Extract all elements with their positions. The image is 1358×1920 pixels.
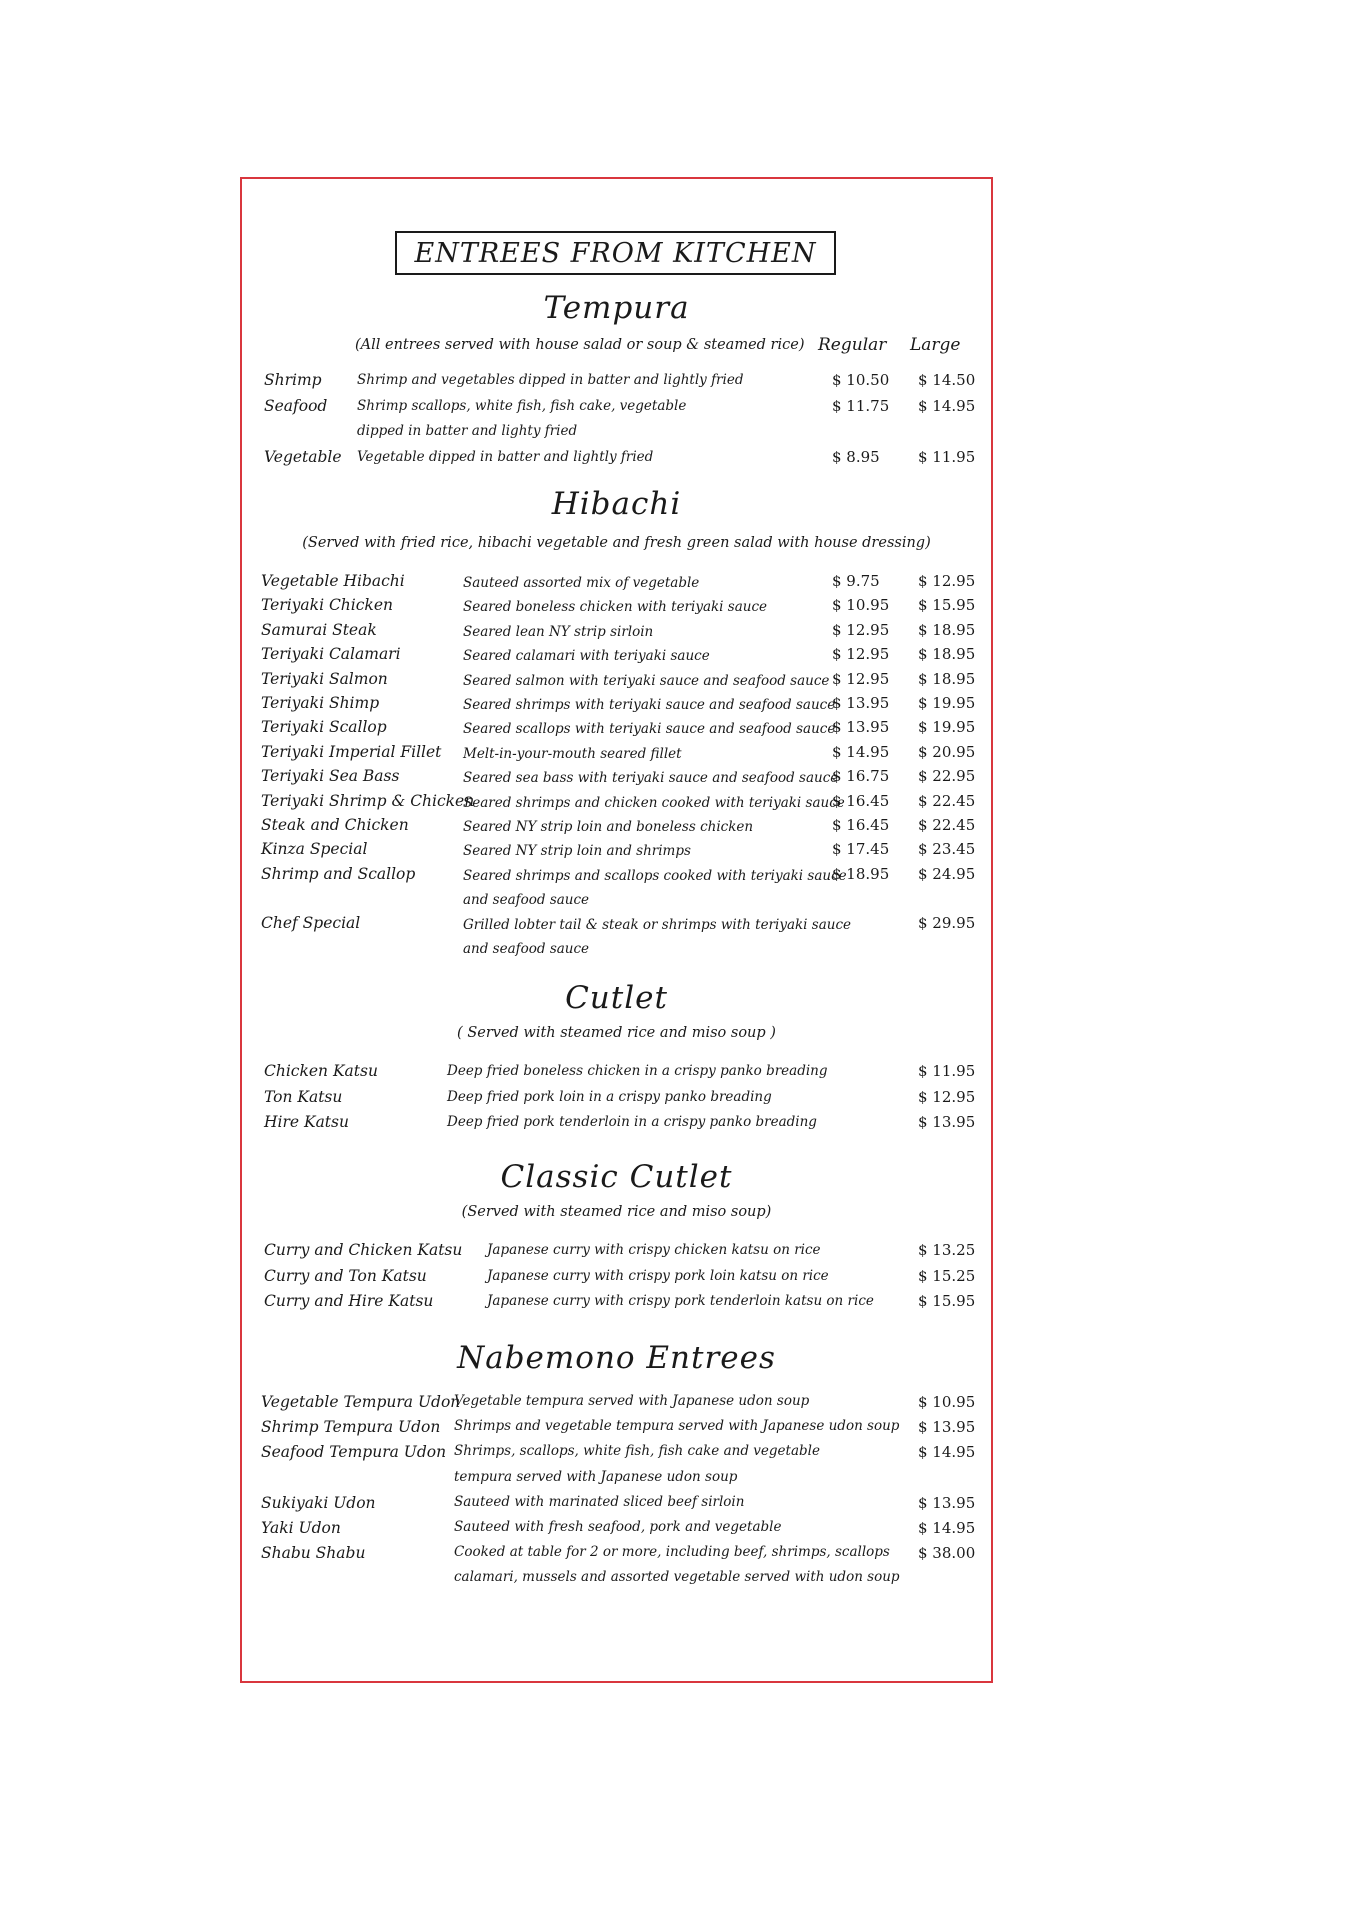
item-description: Seared sea bass with teriyaki sauce and seafood sauce (463, 770, 839, 787)
item-price-large: $ 23.45 (918, 840, 976, 859)
item-description: Deep fried boneless chicken in a crispy panko breading (447, 1063, 828, 1079)
item-name: Teriyaki Shimp (261, 694, 380, 712)
item-description: Seared NY strip loin and boneless chicken (463, 819, 754, 835)
item-description: Seared lean NY strip sirloin (463, 623, 654, 640)
item-description: Shrimps and vegetable tempura served with Japanese udon soup (454, 1418, 900, 1435)
item-price-large: $ 14.95 (918, 396, 976, 415)
item-price-large: $ 19.95 (918, 694, 976, 712)
column-header-regular: Regular (818, 335, 887, 355)
item-description: Seared calamari with teriyaki sauce (463, 648, 710, 665)
item-name: Teriyaki Calamari (261, 645, 401, 664)
item-description: dipped in batter and lighty fried (357, 423, 578, 439)
page-title: ENTREES FROM KITCHEN (395, 231, 836, 275)
item-name: Vegetable Tempura Udon (261, 1393, 461, 1411)
item-description: Japanese curry with crispy pork loin katsu on rice (487, 1267, 829, 1284)
item-name: Shabu Shabu (261, 1544, 366, 1563)
item-price-regular: $ 14.95 (832, 742, 890, 761)
item-description: Seared shrimps and chicken cooked with teriyaki sauce (463, 794, 845, 811)
item-description: Seared shrimps and scallops cooked with teriyaki sauce (463, 867, 847, 884)
item-price: $ 38.00 (918, 1544, 976, 1563)
item-name: Curry and Hire Katsu (264, 1292, 434, 1310)
item-name: Teriyaki Scallop (261, 718, 387, 737)
item-description: Deep fried pork tenderloin in a crispy panko breading (447, 1114, 817, 1130)
item-price-large: $ 11.95 (918, 447, 976, 466)
item-name: Shrimp Tempura Udon (261, 1418, 441, 1437)
item-price: $ 13.25 (918, 1241, 976, 1259)
item-description: Sauteed assorted mix of vegetable (463, 575, 700, 591)
section-title-tempura: Tempura (543, 290, 690, 326)
section-note-classic-cutlet: (Served with steamed rice and miso soup) (461, 1204, 772, 1220)
item-name: Teriyaki Chicken (261, 596, 393, 615)
item-price: $ 14.95 (918, 1519, 976, 1537)
item-description: calamari, mussels and assorted vegetable served with udon soup (454, 1569, 900, 1586)
item-price-large: $ 19.95 (918, 718, 976, 737)
item-price-large: $ 18.95 (918, 669, 976, 688)
item-price-large: $ 22.45 (918, 816, 976, 834)
item-name: Samurai Steak (261, 620, 377, 639)
section-title-hibachi: Hibachi (551, 486, 682, 522)
item-price-regular: $ 16.45 (832, 791, 890, 810)
item-price-regular: $ 12.95 (832, 645, 890, 664)
item-name: Seafood (264, 396, 328, 415)
item-price: $ 13.95 (918, 1493, 976, 1512)
item-price-regular: $ 16.45 (832, 816, 890, 834)
item-price-regular: $ 13.95 (832, 694, 890, 712)
item-name: Hire Katsu (264, 1113, 349, 1131)
section-title-nabemono: Nabemono Entrees (457, 1340, 776, 1376)
item-description: tempura served with Japanese udon soup (454, 1468, 738, 1485)
item-price-regular: $ 12.95 (832, 669, 890, 688)
item-name: Curry and Chicken Katsu (264, 1241, 463, 1259)
item-description: Sauteed with marinated sliced beef sirloin (454, 1493, 745, 1510)
item-name: Teriyaki Sea Bass (261, 767, 400, 786)
item-name: Chicken Katsu (264, 1062, 378, 1080)
item-price-large: $ 18.95 (918, 620, 976, 639)
item-name: Shrimp and Scallop (261, 864, 416, 883)
item-price-large: $ 20.95 (918, 742, 976, 761)
item-price-regular: $ 13.95 (832, 718, 890, 737)
item-price-large: $ 29.95 (918, 913, 976, 932)
section-note-tempura: (All entrees served with house salad or soup & steamed rice) (355, 337, 805, 353)
section-title-classic-cutlet: Classic Cutlet (500, 1159, 733, 1195)
item-description: Shrimp and vegetables dipped in batter and lightly fried (357, 372, 744, 388)
item-name: Teriyaki Imperial Fillet (261, 742, 442, 761)
item-name: Yaki Udon (261, 1519, 341, 1537)
item-name: Chef Special (261, 913, 361, 932)
section-note-cutlet: ( Served with steamed rice and miso soup ) (457, 1025, 776, 1041)
item-description: Shrimp scallops, white fish, fish cake, vegetable (357, 397, 687, 414)
item-price: $ 15.25 (918, 1266, 976, 1285)
item-name: Kinza Special (261, 840, 368, 859)
item-name: Shrimp (264, 371, 322, 389)
item-description: Seared NY strip loin and shrimps (463, 843, 691, 860)
item-price-large: $ 22.95 (918, 767, 976, 786)
item-description: Japanese curry with crispy pork tenderloin katsu on rice (487, 1293, 874, 1309)
item-description: Japanese curry with crispy chicken katsu on rice (487, 1242, 821, 1258)
item-price: $ 15.95 (918, 1292, 976, 1310)
section-note-hibachi: (Served with fried rice, hibachi vegetable and fresh green salad with house dressing) (302, 535, 931, 551)
item-description: Cooked at table for 2 or more, including beef, shrimps, scallops (454, 1544, 890, 1561)
item-price: $ 10.95 (918, 1393, 976, 1411)
item-description: Seared salmon with teriyaki sauce and seafood sauce (463, 672, 830, 689)
item-price-regular: $ 10.95 (832, 596, 890, 615)
item-description: Vegetable tempura served with Japanese udon soup (454, 1393, 810, 1409)
item-name: Ton Katsu (264, 1087, 343, 1106)
item-name: Vegetable Hibachi (261, 572, 405, 590)
item-price-large: $ 24.95 (918, 864, 976, 883)
item-description: Shrimps, scallops, white fish, fish cake and vegetable (454, 1443, 820, 1460)
item-name: Steak and Chicken (261, 816, 409, 834)
item-price-regular: $ 16.75 (832, 767, 890, 786)
item-price-regular: $ 17.45 (832, 840, 890, 859)
item-description: Sauteed with fresh seafood, pork and vegetable (454, 1519, 782, 1535)
item-name: Curry and Ton Katsu (264, 1266, 427, 1285)
item-description: Seared shrimps with teriyaki sauce and seafood sauce (463, 697, 836, 713)
item-price-large: $ 18.95 (918, 645, 976, 664)
item-price: $ 13.95 (918, 1113, 976, 1131)
item-description: and seafood sauce (463, 892, 590, 909)
item-price: $ 14.95 (918, 1443, 976, 1462)
item-description: Grilled lobter tail & steak or shrimps with teriyaki sauce (463, 916, 852, 933)
item-name: Teriyaki Salmon (261, 669, 388, 688)
item-price: $ 12.95 (918, 1087, 976, 1106)
item-price: $ 13.95 (918, 1418, 976, 1437)
section-title-cutlet: Cutlet (565, 980, 668, 1016)
item-price-large: $ 15.95 (918, 596, 976, 615)
item-price-regular: $ 9.75 (832, 572, 880, 590)
item-name: Vegetable (264, 447, 342, 466)
item-description: Deep fried pork loin in a crispy panko breading (447, 1088, 772, 1105)
item-description: Vegetable dipped in batter and lightly fried (357, 448, 654, 465)
item-description: Melt-in-your-mouth seared fillet (463, 745, 682, 762)
item-price-regular: $ 18.95 (832, 864, 890, 883)
item-price: $ 11.95 (918, 1062, 976, 1080)
column-header-large: Large (910, 335, 961, 355)
item-price-regular: $ 8.95 (832, 447, 880, 466)
item-name: Sukiyaki Udon (261, 1493, 376, 1512)
item-price-large: $ 12.95 (918, 572, 976, 590)
item-description: and seafood sauce (463, 941, 590, 957)
item-price-large: $ 14.50 (918, 371, 976, 389)
item-price-regular: $ 10.50 (832, 371, 890, 389)
item-name: Teriyaki Shrimp & Chicken (261, 791, 475, 810)
item-description: Seared scallops with teriyaki sauce and seafood sauce (463, 721, 836, 738)
item-price-regular: $ 11.75 (832, 396, 890, 415)
item-price-large: $ 22.45 (918, 791, 976, 810)
item-description: Seared boneless chicken with teriyaki sauce (463, 599, 768, 616)
item-name: Seafood Tempura Udon (261, 1443, 447, 1462)
item-price-regular: $ 12.95 (832, 620, 890, 639)
